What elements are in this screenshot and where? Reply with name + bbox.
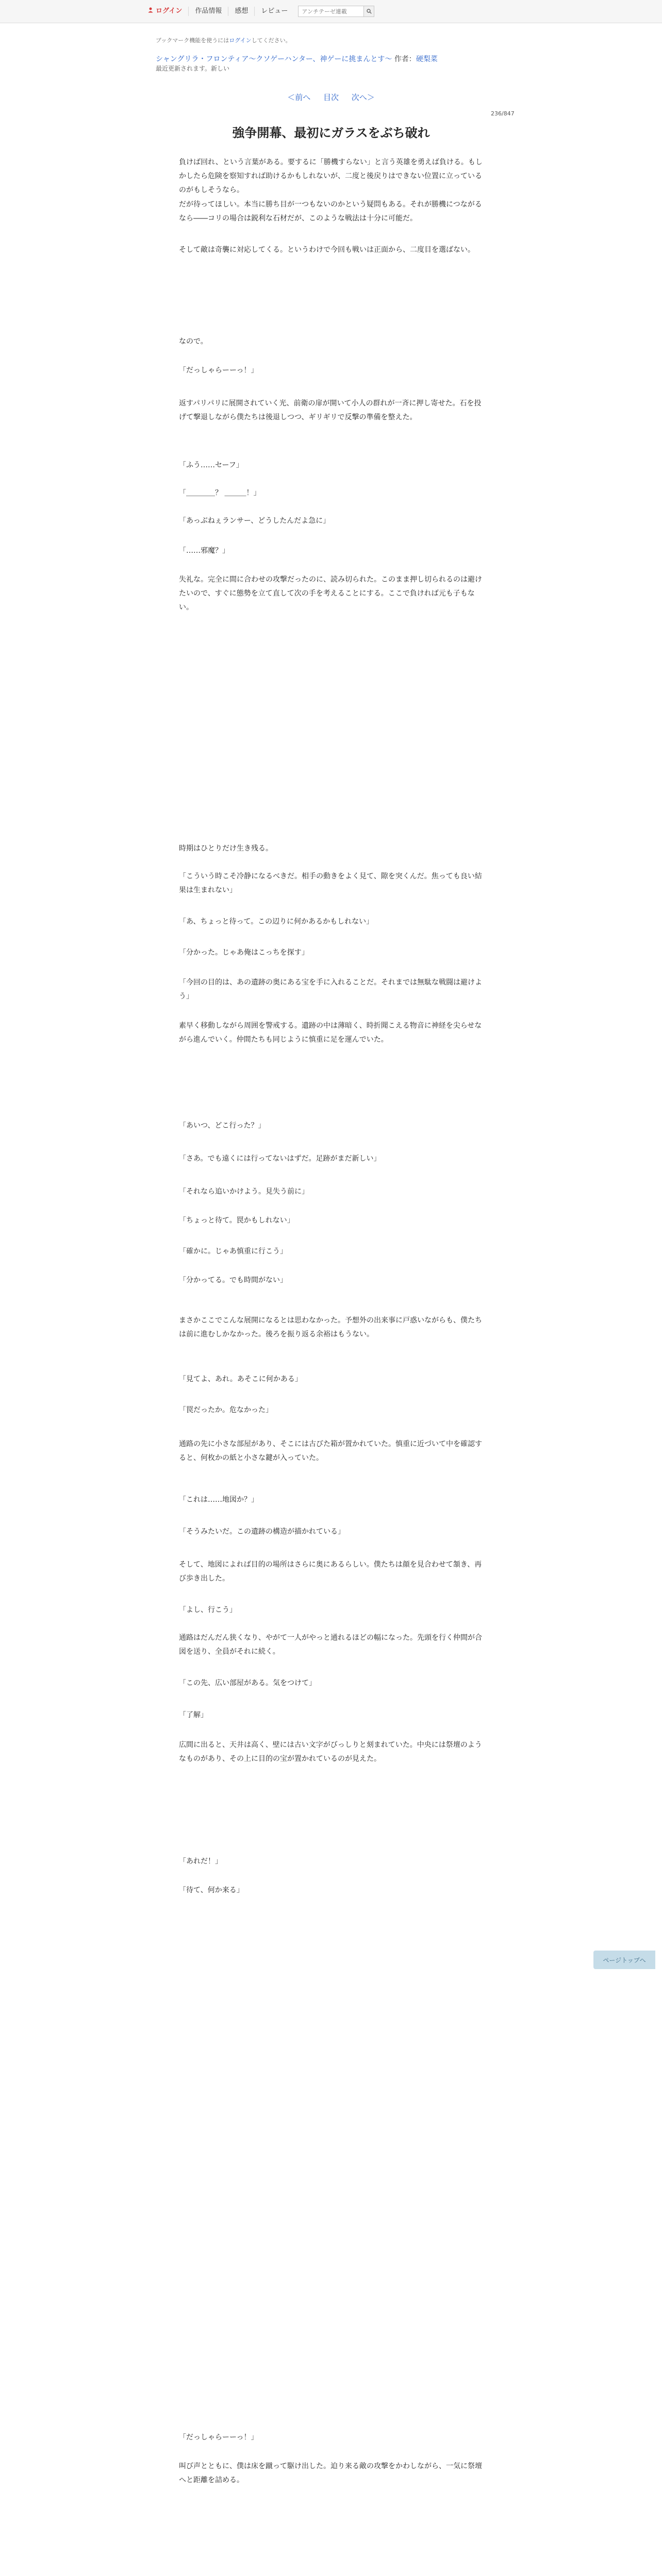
bookmark-notice-suffix: してください。 bbox=[251, 37, 291, 44]
body-paragraph: 「罠だったか。危なかった」 bbox=[179, 1406, 273, 1414]
table-of-contents-link[interactable]: 目次 bbox=[323, 93, 339, 102]
top-navigation-bar bbox=[0, 0, 662, 23]
body-paragraph: 通路はだんだん狭くなり、やがて一人がやっと通れるほどの幅になった。先頭を行く仲間が合図を送り、全員がそれに続く。 bbox=[179, 1634, 482, 1656]
login-icon bbox=[147, 7, 154, 16]
works-info-link[interactable]: 作品情報 bbox=[188, 7, 228, 16]
body-paragraph: 「だっしゃらーーっ！」 bbox=[179, 2433, 258, 2442]
body-paragraph: 「だっしゃらーーっ！」 bbox=[179, 366, 258, 375]
breadcrumb bbox=[156, 54, 438, 64]
body-paragraph: だが待ってほしい。本当に勝ち目が一つもないのかという疑問もある。それが勝機につながるなら――コリの場合は鋭利な石材だが、このような戦法は十分に可能だ。 bbox=[179, 200, 482, 223]
login-link[interactable] bbox=[147, 7, 188, 16]
body-paragraph: まさかここでこんな展開になるとは思わなかった。予想外の出来事に戸惑いながらも、僕たちは前に進むしかなかった。後ろを振り返る余裕はもうない。 bbox=[179, 1316, 482, 1338]
body-paragraph: 返すパリパリに展開されていく光、前衛の扉が開いて小人の群れが一斉に押し寄せた。石を投げて撃退しながら僕たちは後退しつつ、ギリギリで反撃の準備を整えた。 bbox=[179, 399, 482, 421]
body-paragraph: 「見てよ、あれ。あそこに何かある」 bbox=[179, 1375, 302, 1383]
body-paragraph: なので。 bbox=[179, 337, 208, 346]
body-paragraph: 時期はひとりだけ生き残る。 bbox=[179, 844, 273, 853]
series-title-link[interactable]: シャングリラ・フロンティア〜クソゲーハンター、神ゲーに挑まんとす〜 bbox=[156, 55, 392, 63]
body-paragraph: 失礼な。完全に間に合わせの攻撃だったのに、読み切られた。このまま押し切られるのは避けたいので、すぐに態勢を立て直して次の手を考えることにする。ここで負ければ元も子もない。 bbox=[179, 575, 482, 612]
body-paragraph: 「分かった。じゃあ俺はこっちを探す」 bbox=[179, 948, 309, 957]
body-paragraph: 「こういう時こそ冷静になるべきだ。相手の動きをよく見て、隙を突くんだ。焦っても良い結果は生まれない」 bbox=[179, 872, 482, 894]
body-paragraph: 「さあ。でも遠くには行ってないはずだ。足跡がまだ新しい」 bbox=[179, 1155, 381, 1163]
author-label: 作者： bbox=[394, 55, 416, 63]
chapter-pager bbox=[0, 92, 662, 103]
body-paragraph: 「確かに。じゃあ慎重に行こう」 bbox=[179, 1247, 287, 1256]
update-notice: 最近更新されます。新しい bbox=[156, 65, 230, 72]
body-paragraph: そして敵は奇襲に対応してくる。というわけで今回も戦いは正面から、二度目を選ばない。 bbox=[179, 246, 475, 254]
bookmark-notice-prefix: ブックマーク機能を使うには bbox=[156, 37, 229, 44]
search-input[interactable] bbox=[298, 6, 364, 17]
body-paragraph: 「これは……地図か？」 bbox=[179, 1496, 258, 1504]
body-paragraph: 「分かってる。でも時間がない」 bbox=[179, 1276, 287, 1284]
body-paragraph: 「そうみたいだ。この遺跡の構造が描かれている」 bbox=[179, 1528, 345, 1536]
chapter-count: 236/847 bbox=[491, 110, 515, 117]
body-paragraph: 「待て、何か来る」 bbox=[179, 1886, 244, 1894]
body-paragraph: 「あ、ちょっと待って。この辺りに何かあるかもしれない」 bbox=[179, 918, 374, 926]
chapter-title: 強争開幕、最初にガラスをぶち破れ bbox=[232, 126, 430, 140]
feelings-link[interactable]: 感想 bbox=[228, 7, 254, 16]
body-paragraph: 「この先、広い部屋がある。気をつけて」 bbox=[179, 1679, 316, 1687]
body-paragraph: そして、地図によれば目的の場所はさらに奥にあるらしい。僕たちは顔を見合わせて頷き、再び歩き出した。 bbox=[179, 1561, 482, 1583]
body-paragraph: 負けば回れ、という言葉がある。要するに「勝機すらない」と言う英雄を勇えば負ける。もしかしたら危険を察知すれば助けるかもしれないが、二度と後戻りはできない位置に立っているのがもしそうなら。 bbox=[179, 158, 483, 194]
body-paragraph: 「了解」 bbox=[179, 1711, 208, 1719]
page-top-button[interactable]: ページトップへ bbox=[593, 1951, 655, 1969]
author-link[interactable]: 硬梨菜 bbox=[416, 55, 438, 63]
body-paragraph: 素早く移動しながら周囲を警戒する。遺跡の中は薄暗く、時折聞こえる物音に神経を尖らせながら進んでいく。仲間たちも同じように慎重に足を運んでいた。 bbox=[179, 1022, 482, 1044]
body-paragraph: 「あいつ、どこ行った？」 bbox=[179, 1122, 266, 1130]
body-paragraph: 「あっぶねぇランサー、どうしたんだよ急に」 bbox=[179, 517, 330, 525]
body-paragraph: 「それなら追いかけよう。見失う前に」 bbox=[179, 1188, 309, 1196]
prev-chapter-link[interactable]: ＜前へ bbox=[287, 93, 311, 102]
bookmark-notice bbox=[156, 36, 291, 44]
body-paragraph: 「＿＿＿＿？ ＿＿＿！」 bbox=[179, 489, 261, 497]
body-paragraph: 広間に出ると、天井は高く、壁には古い文字がびっしりと刻まれていた。中央には祭壇のようなものがあり、その上に目的の宝が置かれているのが見えた。 bbox=[179, 1741, 482, 1763]
body-paragraph: 「今回の目的は、あの遺跡の奥にある宝を手に入れることだ。それまでは無駄な戦闘は避けよう」 bbox=[179, 978, 482, 1001]
login-label: ログイン bbox=[156, 7, 183, 15]
body-paragraph: 「あれだ！」 bbox=[179, 1857, 222, 1866]
bookmark-login-link[interactable]: ログイン bbox=[229, 37, 252, 44]
body-paragraph: 「ちょっと待て。罠かもしれない」 bbox=[179, 1216, 294, 1225]
body-paragraph: 「ふう……セーフ」 bbox=[179, 461, 243, 469]
review-link[interactable]: レビュー bbox=[254, 7, 294, 16]
nav-links bbox=[147, 4, 374, 19]
next-chapter-link[interactable]: 次へ＞ bbox=[351, 93, 375, 102]
body-paragraph: 「よし、行こう」 bbox=[179, 1606, 237, 1614]
body-paragraph: 「……邪魔？」 bbox=[179, 547, 229, 555]
search-icon[interactable] bbox=[364, 6, 374, 17]
body-paragraph: 通路の先に小さな部屋があり、そこには古びた箱が置かれていた。慎重に近づいて中を確認すると、何枚かの紙と小さな鍵が入っていた。 bbox=[179, 1440, 482, 1462]
body-paragraph: 叫び声とともに、僕は床を蹴って駆け出した。迫り来る敵の攻撃をかわしながら、一気に祭壇へと距離を詰める。 bbox=[179, 2462, 482, 2484]
